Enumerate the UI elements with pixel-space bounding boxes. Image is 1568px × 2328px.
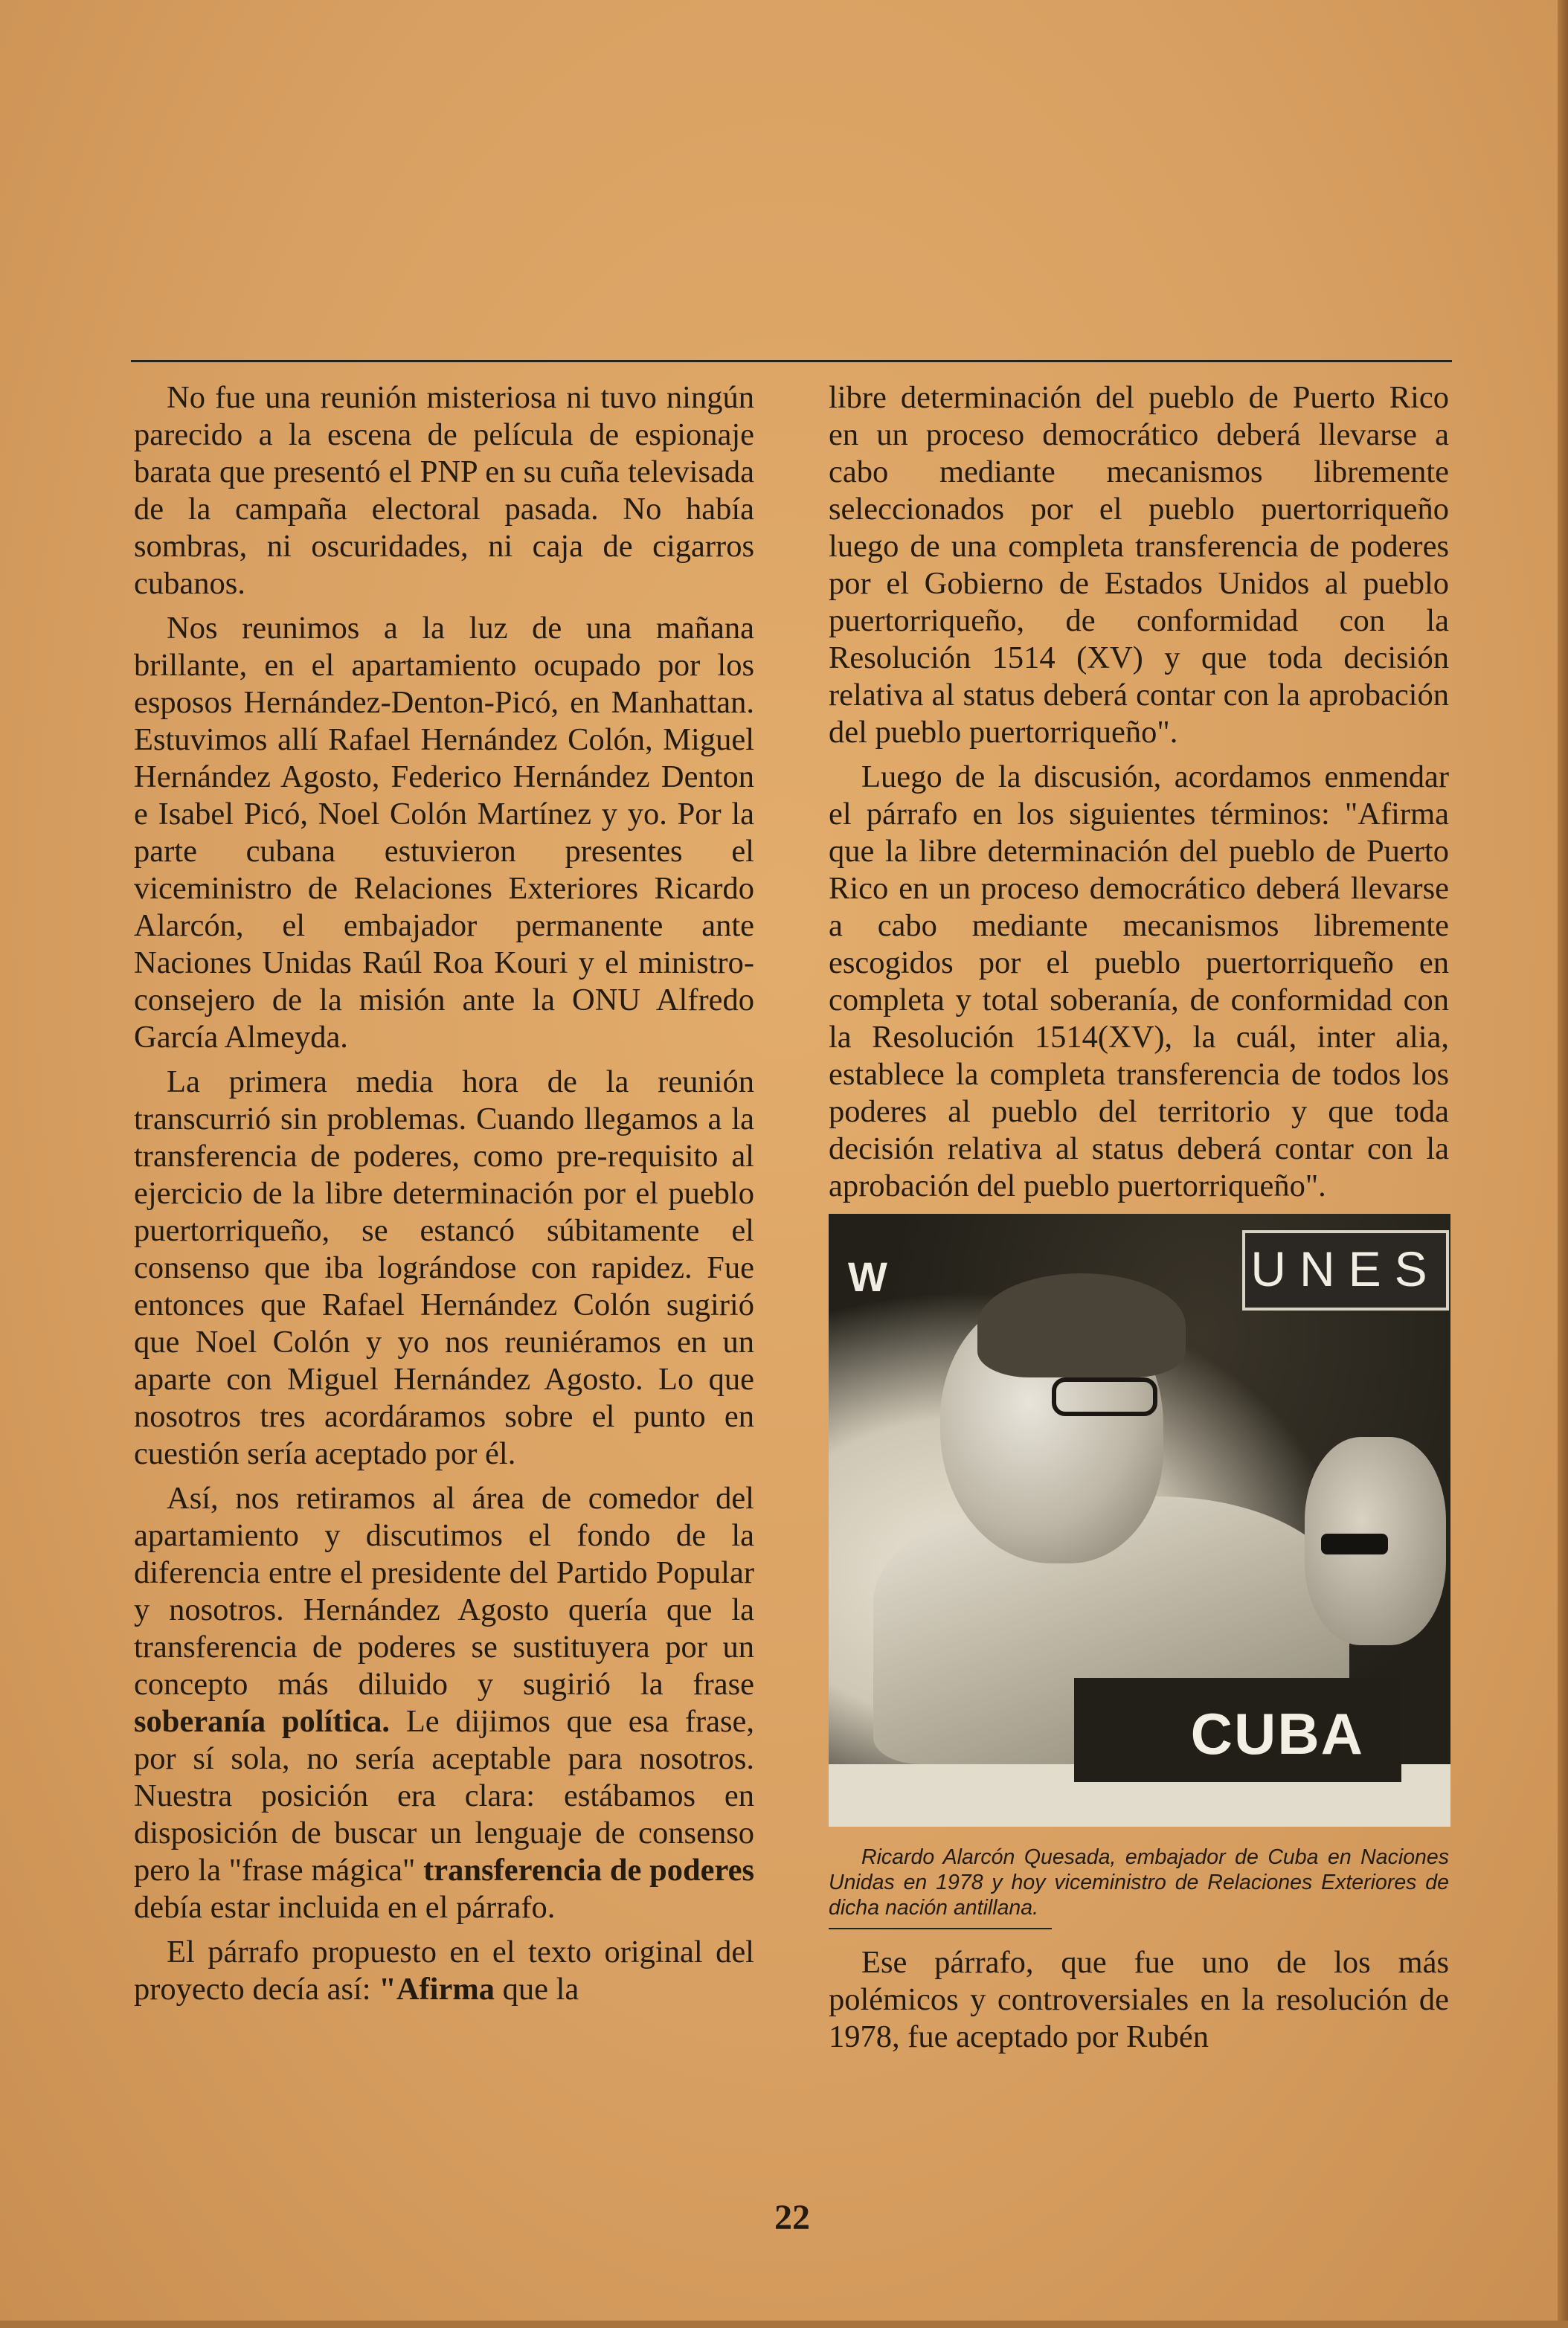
photo-figure-glasses	[1052, 1377, 1157, 1416]
photo-figure-watch	[1321, 1534, 1388, 1554]
header-rule	[131, 360, 1452, 362]
page-number: 22	[774, 2198, 810, 2237]
paragraph: Nos reunimos a la luz de una mañana brillante, en el apartamiento ocupado por los esposos Hernández-Denton-Picó, en Manhattan. Estuvimos allí Rafael Hernández Colón, Miguel Hernández Agosto, Federico Hernández Denton e Isabel Picó, Noel Colón Martínez y yo. Por la parte cubana estuvieron presentes el viceministro de Relaciones Exteriores Ricardo Alarcón, el embajador permanente ante Naciones Unidas Raúl Roa Kouri y el ministro-consejero de la misión ante la ONU Alfredo García Almeyda.	[134, 611, 754, 1055]
paragraph: libre determinación del pueblo de Puerto Rico en un proceso democrático deberá llevarse a cabo mediante mecanismos libremente seleccionados por el pueblo puertorriqueño luego de una completa transferencia de poderes por el Gobierno de Estados Unidos al pueblo puertorriqueño, de conformidad con la Resolución 1514 (XV) y que toda decisión relativa al status deberá contar con la aprobación del pueblo puertorriqueño".	[829, 380, 1449, 750]
bold-phrase-transferencia: transferencia de poderes	[423, 1853, 754, 1888]
paragraph: No fue una reunión misteriosa ni tuvo ningún parecido a la escena de película de espionaje barata que presentó el PNP en su cuña televisada de la campaña electoral pasada. No había sombras, ni oscuridades, ni caja de cigarros cubanos.	[134, 380, 754, 601]
paragraph: Luego de la discusión, acordamos enmendar el párrafo en los siguientes términos: "Afirma que la libre determinación del pueblo de Puerto Rico en un proceso democrático deberá llevarse a cabo mediante mecanismos libremente escogidos por el pueblo puertorriqueño en completa y total soberanía, de conformidad con la Resolución 1514(XV), la cuál, inter alia, establece la completa transferencia de todos los poderes al pueblo del territorio y que toda decisión relativa al status deberá contar con la aprobación del pueblo puertorriqueño".	[829, 759, 1449, 1203]
bold-phrase-soberania: soberanía política.	[134, 1704, 391, 1739]
paragraph	[134, 1934, 754, 2008]
caption-rule	[829, 1928, 1052, 1929]
text-run: que la	[502, 1972, 579, 2007]
page-bottom-edge	[0, 2321, 1568, 2328]
photo-nameplate: CUBA	[1074, 1678, 1401, 1782]
text-run: El párrafo propuesto en el texto original del proyecto decía así:	[134, 1935, 754, 2007]
page-edge-shadow	[1558, 0, 1568, 2328]
photo-corner-letter: W	[848, 1253, 887, 1300]
photo-caption: Ricardo Alarcón Quesada, embajador de Cuba en Naciones Unidas en 1978 y hoy viceministro de Relaciones Exteriores de dicha nación antillana.	[829, 1845, 1449, 1920]
text-run: debía estar incluida en el párrafo.	[134, 1890, 556, 1925]
paragraph	[134, 1480, 754, 1926]
photo-alarcon	[829, 1214, 1450, 1827]
bold-phrase-afirma: "Afirma	[379, 1972, 495, 2007]
photo-figure-hair	[977, 1273, 1186, 1377]
paragraph: La primera media hora de la reunión transcurrió sin problemas. Cuando llegamos a la transferencia de poderes, como pre-requisito al ejercicio de la libre determinación por el pueblo puertorriqueño, se estancó súbitamente el consenso que iba lográndose con rapidez. Fue entonces que Rafael Hernández Colón sugirió que Noel Colón y yo nos reuniéramos en un aparte con Miguel Hernández Agosto. Lo que nosotros tres acordáramos sobre el punto en cuestión sería aceptado por él.	[134, 1064, 754, 1471]
left-column	[134, 379, 754, 2016]
photo-sign: UNES	[1242, 1230, 1449, 1311]
right-column	[829, 379, 1449, 2063]
paragraph: Ese párrafo, que fue uno de los más polémicos y controversiales en la resolución de 1978, fue aceptado por Rubén	[829, 1945, 1449, 2054]
text-run: Así, nos retiramos al área de comedor del apartamiento y discutimos el fondo de la diferencia entre el presidente del Partido Popular y nosotros. Hernández Agosto quería que la transferencia de poderes se sustituyera por un concepto más diluido y sugirió la frase	[134, 1481, 754, 1702]
text-run: Le dijimos que esa frase, por sí sola, no sería aceptable para nosotros. Nuestra posición era clara: estábamos en disposición de buscar un lenguaje de consenso pero la "frase mágica"	[134, 1704, 755, 1888]
